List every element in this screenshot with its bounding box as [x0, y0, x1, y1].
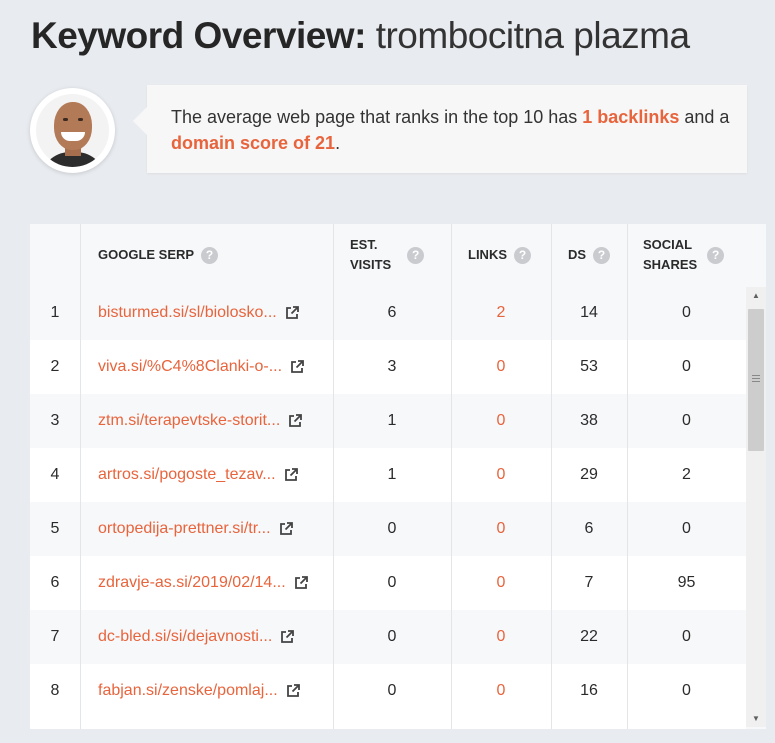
help-icon[interactable]: ?: [707, 247, 724, 264]
external-link-icon[interactable]: [288, 414, 302, 428]
serp-url-link[interactable]: [98, 664, 333, 718]
visits-cell-text: 0: [387, 520, 397, 537]
links-cell: [451, 556, 551, 610]
visits-cell-text: 3: [387, 358, 397, 375]
table-row: [30, 664, 746, 718]
serp-url-link-text[interactable]: ortopedija-prettner.si/tr...: [98, 520, 271, 537]
header-social-line1: SOCIAL: [643, 237, 693, 252]
shares-cell: [627, 664, 746, 718]
serp-url-link[interactable]: [98, 286, 333, 340]
ds-cell-text: 6: [584, 520, 594, 537]
header-social-label: [643, 235, 697, 275]
rank-cell: [30, 394, 80, 448]
summary-text: [171, 104, 731, 156]
help-icon[interactable]: ?: [514, 247, 531, 264]
header-ds: [568, 224, 610, 286]
links-cell: [451, 340, 551, 394]
visits-cell: [333, 664, 451, 718]
table-row: [30, 556, 746, 610]
serp-url-link[interactable]: [98, 394, 333, 448]
serp-url-link[interactable]: [98, 610, 333, 664]
rank-cell: [30, 286, 80, 340]
ds-cell-text: 38: [580, 412, 598, 429]
ds-cell: [551, 340, 627, 394]
header-est-visits: [350, 224, 424, 286]
header-visits-label: [350, 235, 391, 275]
visits-cell: [333, 502, 451, 556]
summary-bubble: [147, 85, 747, 173]
serp-url-link-text[interactable]: artros.si/pogoste_tezav...: [98, 466, 276, 483]
links-cell: [451, 394, 551, 448]
external-link-icon[interactable]: [294, 576, 308, 590]
rank-cell: [30, 556, 80, 610]
visits-cell-text: 6: [387, 304, 397, 321]
rank-cell: [30, 502, 80, 556]
rank-cell-text: 1: [50, 304, 60, 321]
backlinks-highlight: 1 backlinks: [582, 107, 680, 127]
shares-cell-text: 0: [682, 304, 691, 321]
ds-cell-text: 53: [580, 358, 598, 375]
rank-cell: [30, 448, 80, 502]
scrollbar-thumb[interactable]: [748, 309, 764, 451]
domain-score-highlight: domain score of 21: [171, 133, 336, 153]
header-social-shares: [643, 224, 724, 286]
external-link-icon[interactable]: [279, 522, 293, 536]
help-icon[interactable]: ?: [593, 247, 610, 264]
ds-cell-text: 16: [580, 682, 598, 699]
summary-text-3: .: [335, 133, 341, 153]
links-cell-text: 0: [496, 628, 506, 645]
table-row: [30, 448, 746, 502]
help-icon[interactable]: ?: [201, 247, 218, 264]
visits-cell: [333, 610, 451, 664]
header-google-serp: [98, 224, 218, 286]
visits-cell-text: 0: [387, 682, 397, 699]
keyword-text: trombocitna plazma: [375, 15, 690, 56]
links-cell: [451, 448, 551, 502]
serp-url-link-text[interactable]: fabjan.si/zenske/pomlaj...: [98, 682, 278, 699]
external-link-icon[interactable]: [290, 360, 304, 374]
serp-url-link-text[interactable]: ztm.si/terapevtske-storit...: [98, 412, 281, 429]
table-row: [30, 286, 746, 340]
links-cell-text: 0: [496, 358, 506, 375]
links-cell-text: 0: [496, 520, 506, 537]
header-links-label: LINKS: [468, 247, 507, 262]
links-cell: [451, 664, 551, 718]
rank-cell-text: 5: [50, 520, 60, 537]
ds-cell: [551, 394, 627, 448]
scroll-down-icon[interactable]: ▼: [752, 714, 760, 723]
serp-url-link[interactable]: [98, 502, 333, 556]
shares-cell-text: 0: [682, 358, 691, 375]
header-serp-label: GOOGLE SERP: [98, 247, 195, 262]
visits-cell: [333, 286, 451, 340]
serp-url-link[interactable]: [98, 340, 333, 394]
scroll-up-icon[interactable]: ▲: [752, 291, 760, 300]
ds-cell: [551, 556, 627, 610]
rank-cell: [30, 664, 80, 718]
links-cell-text: 0: [496, 682, 506, 699]
title-label: Keyword Overview:: [31, 15, 366, 56]
ds-cell: [551, 664, 627, 718]
table-row: [30, 502, 746, 556]
ds-cell-text: 22: [580, 628, 598, 645]
visits-cell-text: 1: [387, 412, 397, 429]
shares-cell: [627, 556, 746, 610]
ds-cell: [551, 286, 627, 340]
help-icon[interactable]: ?: [407, 247, 424, 264]
header-links: [468, 224, 531, 286]
ds-cell-text: 14: [580, 304, 598, 321]
header-visits-line1: EST.: [350, 237, 378, 252]
links-cell: [451, 610, 551, 664]
visits-cell: [333, 394, 451, 448]
table-header: [30, 224, 746, 286]
serp-url-link[interactable]: [98, 448, 333, 502]
external-link-icon[interactable]: [286, 684, 300, 698]
summary-text-1: The average web page that ranks in the top 10 has: [171, 107, 583, 127]
shares-cell-text: 95: [677, 574, 696, 591]
shares-cell: [627, 610, 746, 664]
links-cell-text: 0: [496, 466, 506, 483]
links-cell-text: 2: [496, 304, 506, 321]
shares-cell: [627, 502, 746, 556]
rank-cell-text: 4: [50, 466, 60, 483]
shares-cell: [627, 448, 746, 502]
visits-cell-text: 0: [387, 574, 397, 591]
visits-cell-text: 1: [387, 466, 397, 483]
ds-cell-text: 29: [580, 466, 598, 483]
header-ds-label: DS: [568, 247, 587, 262]
rank-cell: [30, 610, 80, 664]
links-cell-text: 0: [496, 412, 506, 429]
serp-url-link-text[interactable]: bisturmed.si/sl/biolosko...: [98, 304, 277, 321]
serp-table: [30, 224, 766, 729]
visits-cell-text: 0: [387, 628, 397, 645]
header-visits-line2: VISITS: [350, 257, 392, 272]
summary-text-2: and a: [679, 107, 730, 127]
external-link-icon[interactable]: [284, 468, 298, 482]
shares-cell: [627, 394, 746, 448]
rank-cell: [30, 340, 80, 394]
links-cell: [451, 286, 551, 340]
shares-cell-text: 0: [682, 628, 691, 645]
ds-cell-text: 7: [584, 574, 594, 591]
table-row: [30, 340, 746, 394]
page-title: [31, 14, 690, 58]
ds-cell: [551, 448, 627, 502]
rank-cell-text: 8: [50, 682, 60, 699]
ds-cell: [551, 502, 627, 556]
table-row: [30, 610, 746, 664]
shares-cell-text: 2: [682, 466, 691, 483]
shares-cell-text: 0: [682, 520, 691, 537]
table-row: [30, 718, 746, 729]
serp-url-link-text[interactable]: viva.si/%C4%8Clanki-o-...: [98, 358, 283, 375]
avatar: [30, 88, 115, 173]
shares-cell-text: 0: [682, 682, 691, 699]
visits-cell: [333, 448, 451, 502]
serp-url-link-text[interactable]: zdravje-as.si/2019/02/14...: [98, 574, 286, 591]
rank-cell-text: 2: [50, 358, 60, 375]
header-social-line2: SHARES: [643, 257, 698, 272]
table-row: [30, 394, 746, 448]
table-scrollbar[interactable]: [746, 287, 766, 727]
rank-cell-text: 6: [50, 574, 60, 591]
links-cell-text: 0: [496, 574, 506, 591]
rank-cell-text: 7: [50, 628, 60, 645]
serp-url-link-text[interactable]: dc-bled.si/si/dejavnosti...: [98, 628, 273, 645]
shares-cell: [627, 286, 746, 340]
links-cell: [451, 502, 551, 556]
shares-cell: [627, 340, 746, 394]
shares-cell-text: 0: [682, 412, 691, 429]
rank-cell-text: 3: [50, 412, 60, 429]
visits-cell: [333, 556, 451, 610]
external-link-icon[interactable]: [280, 630, 294, 644]
serp-url-link[interactable]: [98, 556, 333, 610]
external-link-icon[interactable]: [285, 306, 299, 320]
visits-cell: [333, 340, 451, 394]
ds-cell: [551, 610, 627, 664]
